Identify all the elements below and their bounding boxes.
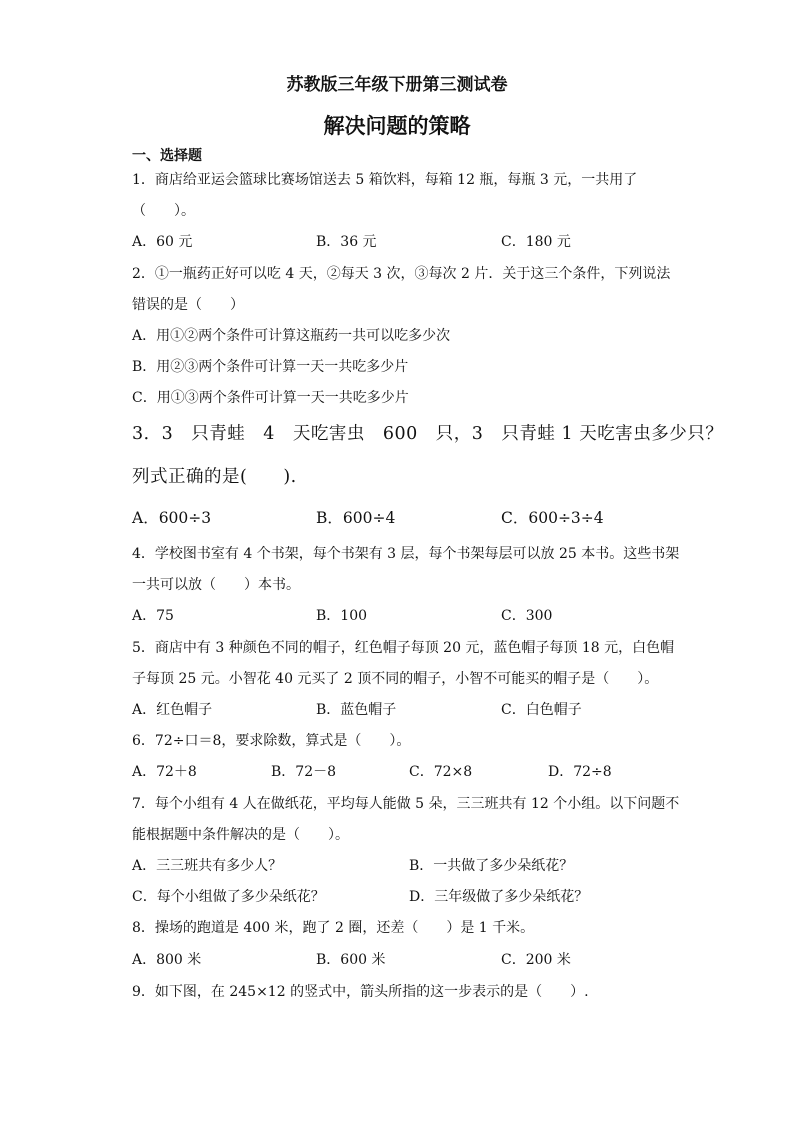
question-3-option-b[interactable]: B．600÷4 xyxy=(316,509,396,527)
question-2-line-2: 错误的是（ ） xyxy=(132,297,244,313)
document-subtitle: 解决问题的策略 xyxy=(323,113,471,138)
question-3-option-a[interactable]: A．600÷3 xyxy=(132,509,212,527)
question-8-option-b[interactable]: B．600 米 xyxy=(316,952,386,968)
question-7-line-1: 7．每个小组有 4 人在做纸花，平均每人能做 5 朵，三三班共有 12 个小组。以下问题不 xyxy=(132,796,680,812)
question-7-option-b[interactable]: B．一共做了多少朵纸花？ xyxy=(409,858,574,874)
question-8-option-c[interactable]: C．200 米 xyxy=(501,952,571,968)
question-7-option-d[interactable]: D．三年级做了多少朵纸花？ xyxy=(409,889,589,905)
question-4-line-2: 一共可以放（ ）本书。 xyxy=(132,577,300,593)
question-3-option-c[interactable]: C．600÷3÷4 xyxy=(501,509,604,527)
question-4-option-a[interactable]: A．75 xyxy=(132,608,174,624)
question-2-option-a[interactable]: A．用①②两个条件可计算这瓶药一共可以吃多少次 xyxy=(132,328,451,344)
question-6-option-c[interactable]: C．72×8 xyxy=(409,764,473,780)
question-8-line-1: 8．操场的跑道是 400 米，跑了 2 圈，还差（ ）是 1 千米。 xyxy=(132,920,535,936)
question-7-option-a[interactable]: A．三三班共有多少人？ xyxy=(132,858,283,874)
question-2-line-1: 2．①一瓶药正好可以吃 4 天，②每天 3 次，③每次 2 片．关于这三个条件，下列说法 xyxy=(132,266,671,282)
question-9-line-1: 9．如下图，在 245×12 的竖式中，箭头所指的这一步表示的是（ ）. xyxy=(132,984,589,1000)
question-7-line-2: 能根据题中条件解决的是（ ）。 xyxy=(132,827,349,843)
question-5-option-c[interactable]: C．白色帽子 xyxy=(501,702,582,718)
question-7-option-c[interactable]: C．每个小组做了多少朵纸花？ xyxy=(132,889,325,905)
section-heading: 一、选择题 xyxy=(132,148,202,164)
question-1-line-1: 1．商店给亚运会篮球比赛场馆送去 5 箱饮料，每箱 12 瓶，每瓶 3 元，一共用了 xyxy=(132,172,638,188)
question-4-line-1: 4．学校图书室有 4 个书架，每个书架有 3 层，每个书架每层可以放 25 本书。这些书架 xyxy=(132,546,680,562)
document-title: 苏教版三年级下册第三测试卷 xyxy=(286,75,508,95)
question-3-line-1: 3．3 只青蛙 4 天吃害虫 600 只，3 只青蛙 1 天吃害虫多少只？ xyxy=(132,424,724,444)
question-2-option-b[interactable]: B．用②③两个条件可计算一天一共吃多少片 xyxy=(132,359,409,375)
question-6-line-1: 6．72÷口＝8，要求除数，算式是（ ）。 xyxy=(132,733,411,749)
question-4-option-b[interactable]: B．100 xyxy=(316,608,368,624)
question-5-line-1: 5．商店中有 3 种颜色不同的帽子，红色帽子每顶 20 元，蓝色帽子每顶 18 元，白色帽 xyxy=(132,640,675,656)
question-6-option-b[interactable]: B．72－8 xyxy=(271,764,337,780)
question-8-option-a[interactable]: A．800 米 xyxy=(132,952,202,968)
question-5-option-a[interactable]: A．红色帽子 xyxy=(132,702,213,718)
question-5-option-b[interactable]: B．蓝色帽子 xyxy=(316,702,397,718)
question-1-option-b[interactable]: B．36 元 xyxy=(316,234,377,250)
question-1-option-c[interactable]: C．180 元 xyxy=(501,234,571,250)
question-3-line-2: 列式正确的是( ). xyxy=(132,467,297,487)
question-6-option-a[interactable]: A．72＋8 xyxy=(132,764,197,780)
question-2-option-c[interactable]: C．用①③两个条件可计算一天一共吃多少片 xyxy=(132,390,409,406)
question-1-line-2: （ ）。 xyxy=(132,203,195,219)
question-1-option-a[interactable]: A．60 元 xyxy=(132,234,193,250)
question-5-line-2: 子每顶 25 元。小智花 40 元买了 2 顶不同的帽子，小智不可能买的帽子是（ ）。 xyxy=(132,671,659,687)
question-4-option-c[interactable]: C．300 xyxy=(501,608,553,624)
question-6-option-d[interactable]: D．72÷8 xyxy=(548,764,612,780)
